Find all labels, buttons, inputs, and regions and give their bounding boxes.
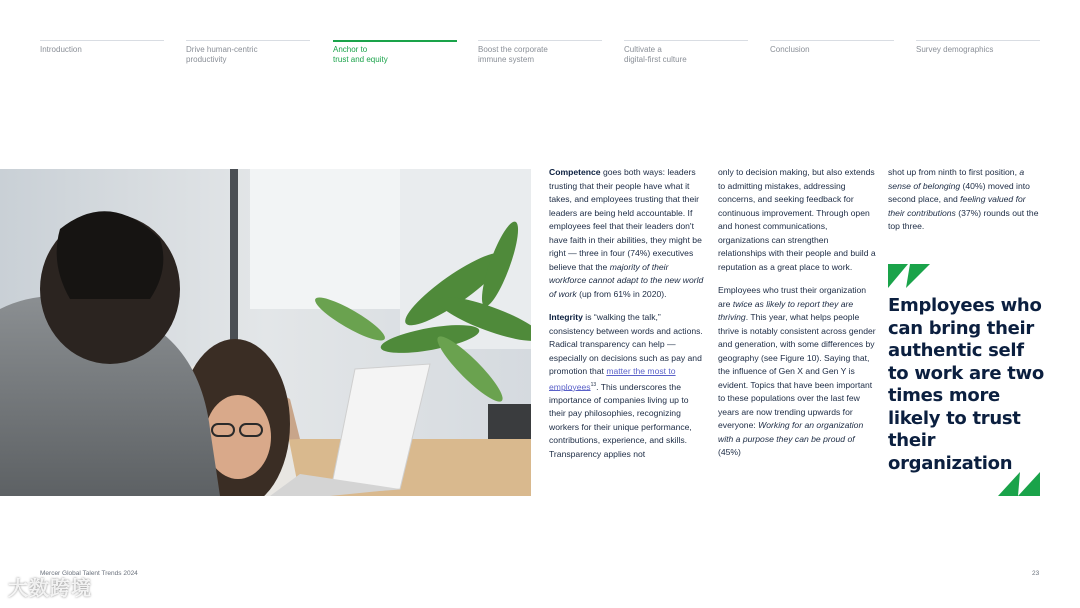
ranking-text: shot up from ninth to first position,	[888, 167, 1020, 177]
competence-emphasis: majority of their workforce cannot adapt to the new world of work	[549, 261, 704, 299]
nav-item-trust-equity[interactable]: Anchor to trust and equity	[333, 40, 457, 65]
purpose-percent: (45%)	[718, 447, 741, 457]
nav-item-demographics[interactable]: Survey demographics	[916, 40, 1040, 55]
open-quote-icon	[888, 264, 930, 288]
competence-term: Competence	[549, 167, 601, 177]
thriving-paragraph	[718, 284, 876, 460]
body-column-2	[718, 166, 876, 470]
integrity-text: is “walking the talk,” consistency between words and actions. Radical transparency can help — especially on decisions such as pay and promotion that	[549, 312, 703, 376]
page-number: 23	[1032, 570, 1040, 577]
competence-text-end: (up from 61% in 2020).	[576, 288, 667, 299]
ranking-paragraph	[888, 166, 1043, 234]
integrity-text-end: . This underscores the importance of companies living up to their pay philosophies, recognizing workers for their unique performance, contributions, experience, and skills. Transparency applies not	[549, 381, 692, 459]
meeting-photo	[0, 169, 531, 496]
footnote-ref[interactable]: 13	[590, 381, 597, 388]
thriving-text: Employees who trust their organization are	[718, 285, 867, 309]
competence-text: goes both ways: leaders trusting that their people have what it takes, and employees trusting that their leaders are being held accountable. If employees feel that their leaders don't have faith in their abilities, they might be right — three in four (74%) executives believe that the	[549, 167, 702, 272]
integrity-term: Integrity	[549, 312, 583, 322]
purpose-emphasis: Working for an organization with a purpose they can be proud of	[718, 420, 864, 444]
pull-quote: Employees who can bring their authentic self to work are two times more likely to trust their organization	[888, 295, 1044, 474]
employees-link[interactable]: matter the most to employees	[549, 366, 676, 392]
watermark-logo: 大数跨境	[8, 578, 92, 600]
ranking-text-end: (37%) rounds out the top three.	[888, 207, 1039, 231]
belonging-emphasis: a sense of belonging	[888, 167, 1025, 191]
footer-title: Mercer Global Talent Trends 2024	[40, 570, 138, 577]
integrity-paragraph	[549, 311, 707, 461]
thriving-text-mid: . This year, what helps people thrive is notably consistent across gender and generation, with some differences by geography (see Figure 10). Saying that, the influence of Gen X and Gen Y is evident. Topics that have been important to these populations over the last few years are now trending upwards for everyone:	[718, 312, 876, 430]
nav-item-conclusion[interactable]: Conclusion	[770, 40, 894, 55]
body-column-1	[549, 166, 707, 471]
thriving-emphasis: twice as likely to report they are thriving	[718, 298, 854, 322]
nav-item-productivity[interactable]: Drive human-centric productivity	[186, 40, 310, 65]
nav-item-immune-system[interactable]: Boost the corporate immune system	[478, 40, 602, 65]
valued-emphasis: feeling valued for their contributions	[888, 194, 1026, 218]
competence-paragraph	[549, 166, 707, 301]
nav-item-introduction[interactable]: Introduction	[40, 40, 164, 55]
body-column-3	[888, 166, 1043, 244]
ranking-text-mid: (40%) moved into second place, and	[888, 180, 1030, 204]
section-nav	[40, 40, 1040, 70]
close-quote-icon	[998, 472, 1040, 496]
nav-item-digital-culture[interactable]: Cultivate a digital-first culture	[624, 40, 748, 65]
transparency-paragraph: only to decision making, but also extends to admitting mistakes, addressing concerns, and seeking feedback for continuous improvement. Through open and honest communications, organizations can strengthen relationships with their people and build a reputation as a great place to work.	[718, 167, 876, 272]
